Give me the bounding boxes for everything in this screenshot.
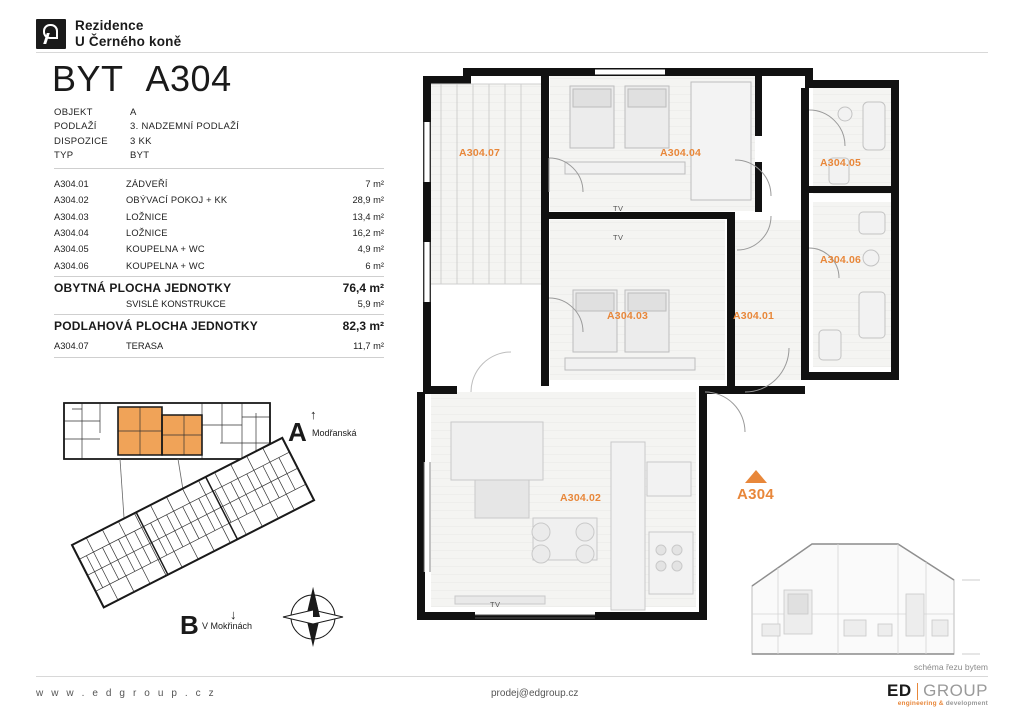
meta-row — [54, 134, 384, 149]
totals-divider — [54, 314, 384, 315]
ed-group-monogram-icon — [36, 19, 66, 49]
floor-area-value: 82,3 m² — [342, 319, 384, 333]
street-a-label: Modřanská — [312, 428, 357, 438]
room-area: 16,2 m² — [352, 228, 384, 239]
brand-line2: U Černého koně — [75, 34, 182, 50]
section-caption: schéma řezu bytem — [913, 662, 988, 672]
meta-key: DISPOZICE — [54, 135, 108, 147]
footer-logo-ed: ED — [887, 681, 912, 700]
room-label-a30404: A304.04 — [660, 147, 702, 159]
section-drawing — [748, 528, 992, 658]
terrace-label: TERASA — [126, 341, 164, 351]
room-label-a30406: A304.06 — [820, 254, 862, 266]
room-name: KOUPELNA + WC — [126, 260, 205, 271]
room-code: A304.06 — [54, 260, 89, 271]
street-b-label: V Mokřinách — [202, 621, 253, 631]
room-name: ZÁDVEŘÍ — [126, 179, 168, 190]
room-area: 4,9 m² — [357, 244, 384, 255]
table-row — [54, 241, 384, 257]
building-section-diagram — [748, 528, 992, 658]
block-b-label: B — [180, 610, 199, 640]
tagline-grey: development — [945, 700, 988, 707]
living-area-value: 76,4 m² — [342, 281, 384, 295]
block-a-label: A — [288, 417, 307, 447]
footer-email[interactable]: prodej@edgroup.cz — [491, 688, 579, 699]
room-label-a30402: A304.02 — [560, 492, 602, 504]
brand-text — [75, 18, 181, 51]
page-title — [52, 58, 232, 100]
terrace-value: 11,7 m² — [353, 341, 384, 351]
table-row — [54, 192, 384, 208]
terrace-row — [54, 341, 384, 351]
meta-row — [54, 120, 384, 135]
living-area-label: OBYTNÁ PLOCHA JEDNOTKY — [54, 281, 232, 295]
table-row — [54, 225, 384, 241]
meta-key: PODLAŽÍ — [54, 121, 97, 133]
bottom-divider — [54, 357, 384, 358]
meta-value: A — [130, 106, 137, 118]
room-schedule-table — [54, 176, 384, 274]
room-name: LOŽNICE — [126, 228, 168, 239]
table-row — [54, 257, 384, 273]
brand-line1: Rezidence — [75, 18, 144, 33]
room-area: 13,4 m² — [352, 211, 384, 222]
meta-value: 3. NADZEMNÍ PODLAŽÍ — [130, 121, 240, 133]
room-name: OBÝVACÍ POKOJ + KK — [126, 195, 228, 206]
meta-key: OBJEKT — [54, 106, 93, 118]
location-triangle-icon — [745, 470, 767, 483]
marker-label: A304 — [737, 486, 775, 503]
header-divider — [36, 52, 988, 53]
footer-logo-group: GROUP — [923, 681, 988, 700]
key-plan — [60, 395, 390, 660]
tv-label: TV — [613, 204, 624, 213]
room-label-a30403: A304.03 — [607, 310, 649, 322]
spacer — [54, 299, 126, 309]
tagline-orange: engineering & — [897, 700, 944, 707]
room-code: A304.01 — [54, 179, 89, 190]
footer-logo-divider-icon — [917, 683, 919, 700]
meta-row — [54, 149, 384, 164]
room-code: A304.04 — [54, 228, 89, 239]
terrace-code: A304.07 — [54, 341, 89, 351]
room-area: 6 m² — [365, 260, 384, 271]
unit-location-marker — [737, 470, 774, 503]
structures-value: 5,9 m² — [357, 299, 384, 309]
living-area-total — [54, 281, 384, 295]
room-area: 7 m² — [365, 179, 384, 190]
footer-tagline — [898, 700, 988, 707]
room-label-a30405: A304.05 — [820, 157, 862, 169]
footer-website[interactable]: w w w . e d g r o u p . c z — [36, 688, 217, 699]
floor-area-total — [54, 319, 384, 333]
tv-label: TV — [613, 233, 624, 242]
title-prefix: BYT — [52, 58, 124, 99]
vertical-structures-row — [54, 299, 384, 309]
room-code: A304.02 — [54, 195, 89, 206]
room-area: 28,9 m² — [352, 195, 384, 206]
table-row — [54, 176, 384, 192]
meta-divider — [54, 168, 384, 169]
rooms-divider — [54, 276, 384, 277]
room-name: KOUPELNA + WC — [126, 244, 205, 255]
structures-label: SVISLÉ KONSTRUKCE — [126, 299, 226, 309]
tv-label: TV — [490, 600, 501, 609]
table-row — [54, 209, 384, 225]
footer-logo — [887, 681, 988, 701]
room-code: A304.03 — [54, 211, 89, 222]
title-unit: A304 — [145, 58, 232, 99]
meta-key: TYP — [54, 150, 74, 162]
room-label-a30407: A304.07 — [459, 147, 501, 159]
room-code: A304.05 — [54, 244, 89, 255]
meta-value: 3 KK — [130, 135, 152, 147]
footer-divider — [36, 676, 988, 677]
room-name: LOŽNICE — [126, 211, 168, 222]
meta-value: BYT — [130, 150, 150, 162]
floor-area-label: PODLAHOVÁ PLOCHA JEDNOTKY — [54, 319, 258, 333]
block-a-arrow-icon: ↑ — [310, 407, 317, 422]
brand-logo — [36, 18, 181, 51]
unit-meta-table — [54, 105, 384, 163]
block-b-arrow-icon: ↓ — [230, 607, 237, 622]
room-label-a30401: A304.01 — [733, 310, 775, 322]
meta-row — [54, 105, 384, 120]
compass-rose-icon — [283, 587, 343, 647]
